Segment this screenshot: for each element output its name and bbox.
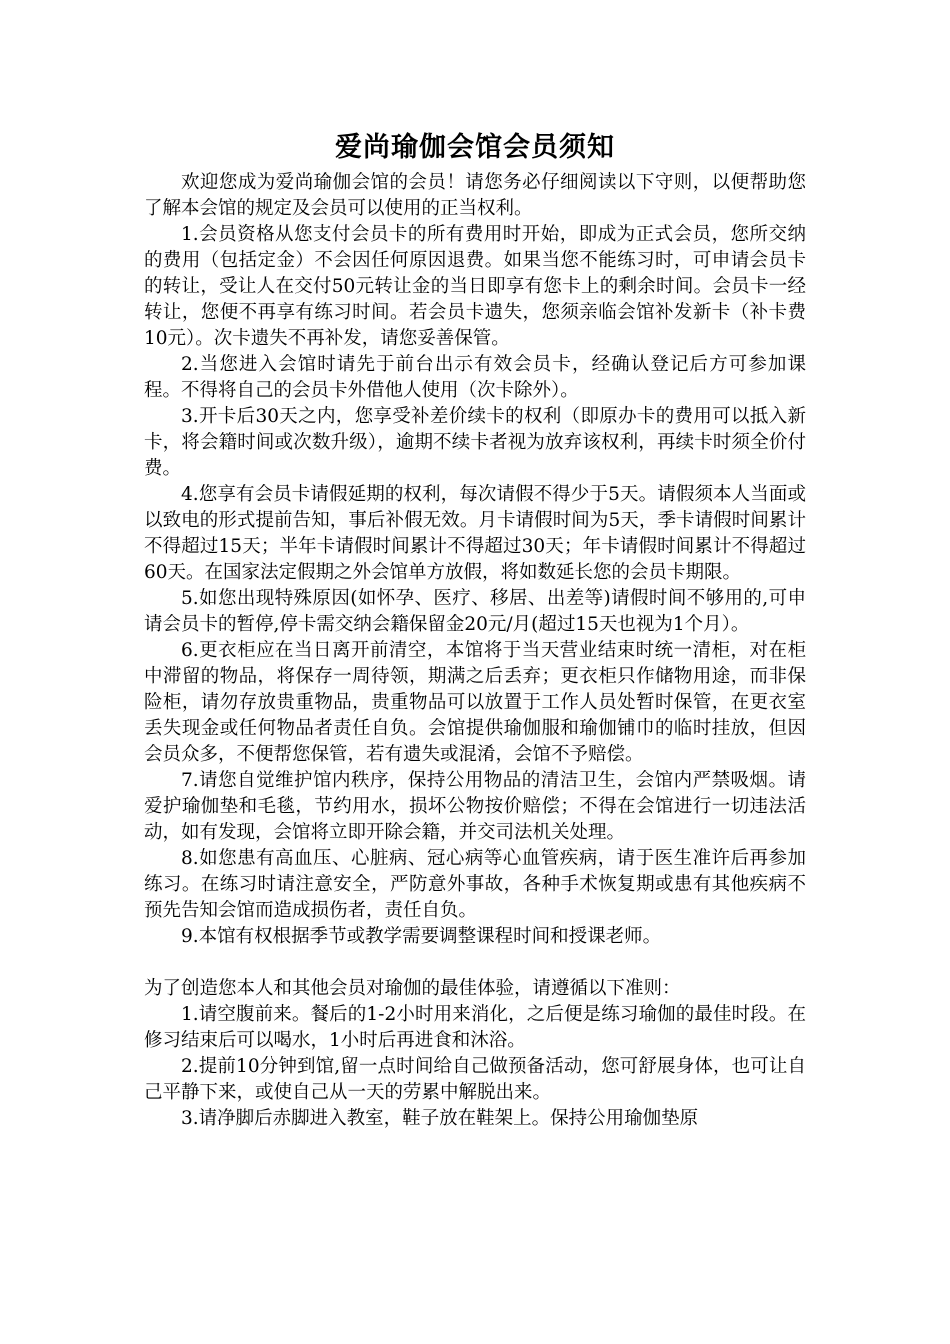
rule-5: 5.如您出现特殊原因(如怀孕、医疗、移居、出差等)请假时间不够用的,可申请会员卡的暂停,停卡需交纳会籍保留金20元/月(超过15天也视为1个月）。 [144,588,806,635]
rule-6: 6.更衣柜应在当日离开前清空，本馆将于当天营业结束时统一清柜，对在柜中滞留的物品，将保存一周待领，期满之后丢弃；更衣柜只作储物用途，而非保险柜，请勿存放贵重物品，贵重物品可以放置于工作人员处暂时保管，在更衣室丢失现金或任何物品者责任自负。会馆提供瑜伽服和瑜伽铺巾的临时挂放，但因会员众多，不便帮您保管，若有遗失或混淆，会馆不予赔偿。 [144,640,806,765]
intro-paragraph: 欢迎您成为爱尚瑜伽会馆的会员！请您务必仔细阅读以下守则，以便帮助您了解本会馆的规定及会员可以使用的正当权利。 [144,172,806,219]
rule-8: 8.如您患有高血压、心脏病、冠心病等心血管疾病，请于医生准许后再参加练习。在练习时请注意安全，严防意外事故，各种手术恢复期或患有其他疾病不预先告知会馆而造成损伤者，责任自负。 [144,848,806,921]
guidelines-intro: 为了创造您本人和其他会员对瑜伽的最佳体验，请遵循以下准则： [144,978,681,999]
rule-1: 1.会员资格从您支付会员卡的所有费用时开始，即成为正式会员，您所交纳的费用（包括定金）不会因任何原因退费。如果当您不能练习时，可申请会员卡的转让，受让人在交付50元转让金的当日即享有您卡上的剩余时间。会员卡一经转让，您便不再享有练习时间。若会员卡遗失，您须亲临会馆补发新卡（补卡费10元）。次卡遗失不再补发，请您妥善保管。 [144,224,806,349]
rule-9: 9.本馆有权根据季节或教学需要调整课程时间和授课老师。 [181,926,662,947]
blank-line [144,950,806,976]
document-title: 爱尚瑜伽会馆会员须知 [335,132,615,163]
document-page [144,128,806,1132]
rule-4: 4.您享有会员卡请假延期的权利，每次请假不得少于5天。请假须本人当面或以致电的形式提前告知，事后补假无效。月卡请假时间为5天，季卡请假时间累计不得超过15天；半年卡请假时间累计不得超过30天；年卡请假时间累计不得超过60天。在国家法定假期之外会馆单方放假，将如数延长您的会员卡期限。 [144,484,806,583]
guideline-3: 3.请净脚后赤脚进入教室，鞋子放在鞋架上。保持公用瑜伽垫原 [181,1108,699,1129]
rule-2: 2.当您进入会馆时请先于前台出示有效会员卡，经确认登记后方可参加课程。不得将自己的会员卡外借他人使用（次卡除外）。 [144,354,806,401]
rule-3: 3.开卡后30天之内，您享受补差价续卡的权利（即原办卡的费用可以抵入新卡，将会籍时间或次数升级），逾期不续卡者视为放弃该权利，再续卡时须全价付费。 [144,406,806,479]
rule-7: 7.请您自觉维护馆内秩序，保持公用物品的清洁卫生，会馆内严禁吸烟。请爱护瑜伽垫和毛毯，节约用水，损坏公物按价赔偿；不得在会馆进行一切违法活动，如有发现，会馆将立即开除会籍，并交司法机关处理。 [144,770,806,843]
guideline-1: 1.请空腹前来。餐后的1-2小时用来消化，之后便是练习瑜伽的最佳时段。在修习结束后可以喝水，1小时后再进食和沐浴。 [144,1004,806,1051]
guideline-2: 2.提前10分钟到馆,留一点时间给自己做预备活动，您可舒展身体，也可让自己平静下来，或使自己从一天的劳累中解脱出来。 [144,1056,806,1103]
